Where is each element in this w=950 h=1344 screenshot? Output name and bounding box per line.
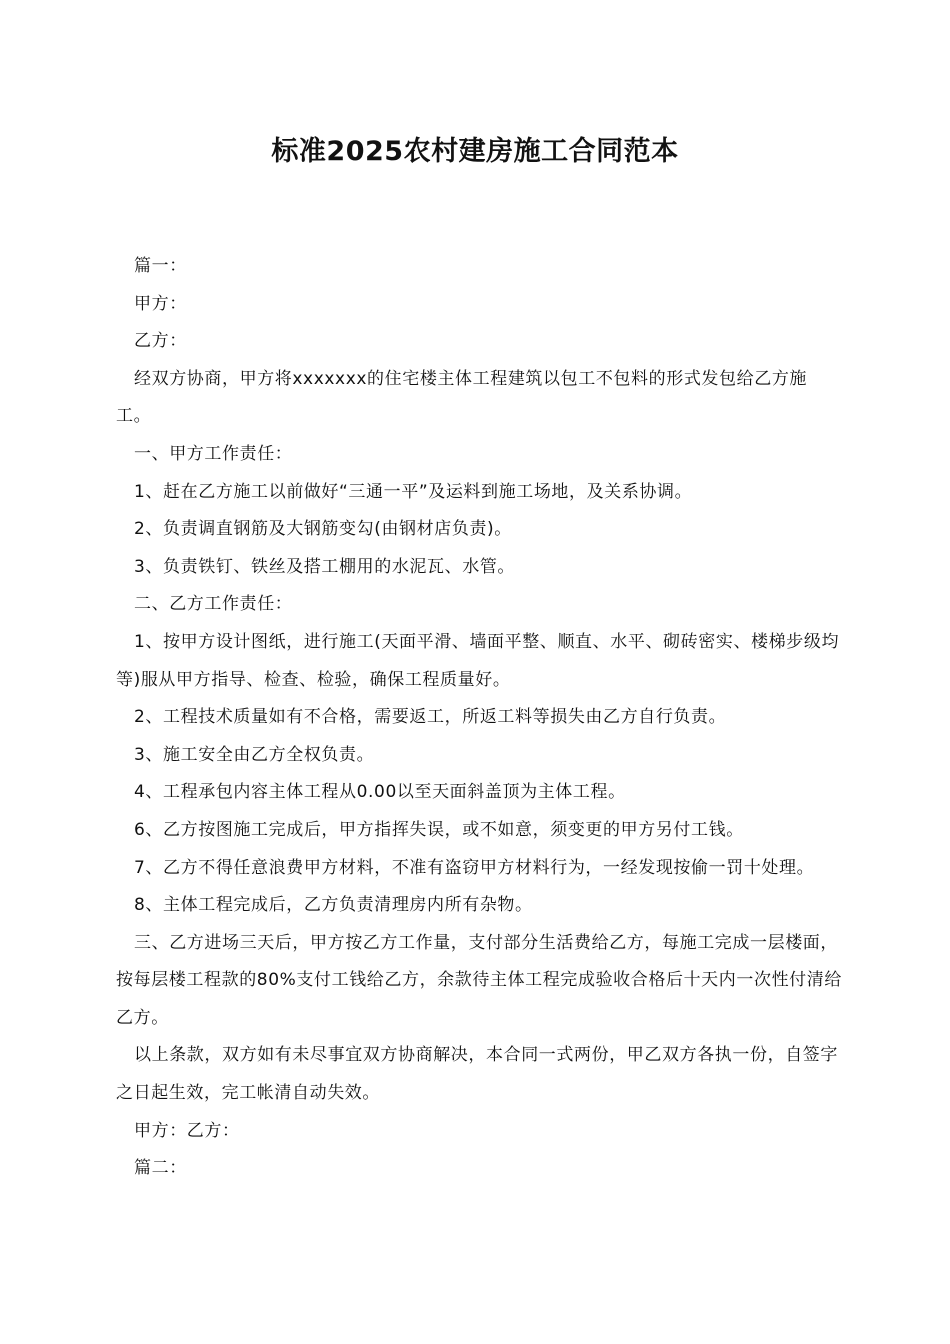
- party-a-duty-2: 2、负责调直钢筋及大钢筋变勾(由钢材店负责)。: [134, 519, 512, 540]
- section-heading-party-b-duties: 二、乙方工作责任：: [134, 594, 293, 615]
- section-heading-part-two: 篇二：: [134, 1158, 187, 1179]
- party-b-duty-4: 4、工程承包内容主体工程从0.00以至天面斜盖顶为主体工程。: [134, 782, 626, 803]
- party-b-duty-3: 3、施工安全由乙方全权负责。: [134, 744, 375, 765]
- party-b-duty-2: 2、工程技术质量如有不合格，需要返工，所返工料等损失由乙方自行负责。: [134, 707, 727, 728]
- intro-paragraph: 经双方协商，甲方将xxxxxxx的住宅楼主体工程建筑以包工不包料的形式发包给乙方施工。: [116, 368, 808, 427]
- party-b-duty-1: 1、按甲方设计图纸，进行施工(天面平滑、墙面平整、顺直、水平、砌砖密实、楼梯步级均等)服从甲方指导、检查、检验，确保工程质量好。: [116, 631, 840, 690]
- party-b-duty-7: 7、乙方不得任意浪费甲方材料，不准有盗窃甲方材料行为，一经发现按偷一罚十处理。: [134, 857, 815, 878]
- party-a-line: 甲方：: [134, 293, 187, 314]
- payment-clause: 三、乙方进场三天后，甲方按乙方工作量，支付部分生活费给乙方，每施工完成一层楼面，按每层楼工程款的80%支付工钱给乙方，余款待主体工程完成验收合格后十天内一次性付清给乙方。: [116, 932, 842, 1028]
- closing-clause: 以上条款，双方如有未尽事宜双方协商解决，本合同一式两份，甲乙双方各执一份，自签字之日起生效，完工帐清自动失效。: [116, 1045, 838, 1104]
- party-a-duty-1: 1、赶在乙方施工以前做好“三通一平”及运料到施工场地，及关系协调。: [134, 481, 693, 502]
- party-b-duty-8: 8、主体工程完成后，乙方负责清理房内所有杂物。: [134, 895, 533, 916]
- document-title: 标准2025农村建房施工合同范本: [271, 136, 679, 167]
- party-b-duty-6: 6、乙方按图施工完成后，甲方指挥失误，或不如意，须变更的甲方另付工钱。: [134, 819, 744, 840]
- party-b-line: 乙方：: [134, 331, 187, 352]
- document-body: [116, 248, 842, 1188]
- section-heading-party-a-duties: 一、甲方工作责任：: [134, 443, 293, 464]
- section-heading-part-one: 篇一：: [134, 256, 187, 276]
- party-a-duty-3: 3、负责铁钉、铁丝及搭工棚用的水泥瓦、水管。: [134, 556, 516, 577]
- signature-line: 甲方：乙方：: [134, 1120, 240, 1141]
